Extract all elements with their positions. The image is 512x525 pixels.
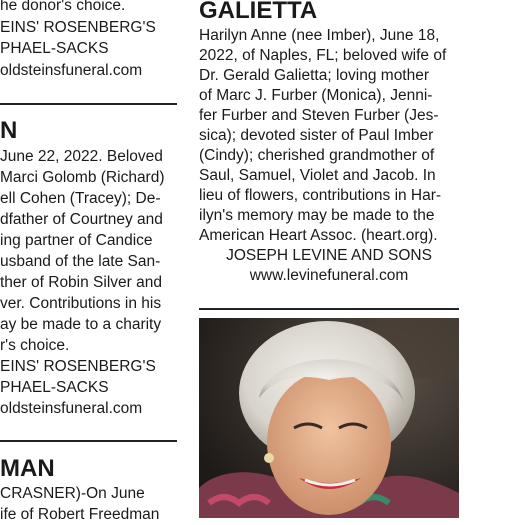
obituary-heading: N [0, 117, 18, 144]
right-body-line: Dr. Gerald Galietta; loving mother [199, 67, 430, 84]
left-body-line: ing partner of Candice [0, 232, 153, 249]
right-body-line: Harilyn Anne (nee Imber), June 18, [199, 27, 440, 44]
left-body-line: ver. Contributions in his [0, 295, 162, 312]
left-text-line: he donor's choice. [0, 0, 126, 14]
left-body-line: EINS' ROSENBERG'S [0, 358, 156, 375]
obituary-heading: GALIETTA [199, 0, 318, 24]
left-body-line: ther of Robin Silver and [0, 274, 162, 291]
right-body-line: (Cindy); cherished grandmother of [199, 147, 435, 164]
right-body-line: sica); devoted sister of Paul Imber [199, 127, 434, 144]
left-body-line: June 22, 2022. Beloved [0, 148, 163, 165]
obituary-heading: MAN [0, 455, 55, 482]
right-body-line: American Heart Assoc. (heart.org). [199, 227, 438, 244]
column-divider-rule [0, 440, 177, 442]
portrait-photo [199, 318, 459, 518]
right-body-line: of Marc J. Furber (Monica), Jenni- [199, 87, 433, 104]
left-body-line: PHAEL-SACKS [0, 379, 109, 396]
column-divider-rule [0, 103, 177, 105]
left-body-line: dfather of Courtney and [0, 211, 163, 228]
funeral-home-name: JOSEPH LEVINE AND SONS [226, 247, 432, 264]
right-body-line: 2022, of Naples, FL; beloved wife of [199, 47, 447, 64]
portrait-image [199, 318, 459, 518]
funeral-home-website: www.levinefuneral.com [249, 267, 409, 284]
right-body-line: lieu of flowers, contributions in Har- [199, 187, 442, 204]
left-body-line: usband of the late San- [0, 253, 161, 270]
column-divider-rule [199, 308, 459, 310]
right-body-line: Saul, Samuel, Violet and Jacob. In [199, 167, 436, 184]
left-body-line: ay be made to a charity [0, 316, 162, 333]
left-body-line: CRASNER)-On June [0, 485, 145, 502]
left-text-line: EINS' ROSENBERG'S [0, 19, 156, 36]
right-body-line: ilyn's memory may be made to the [199, 207, 435, 224]
left-body-line: ife of Robert Freedman [0, 506, 160, 523]
left-body-line: oldsteinsfuneral.com [0, 400, 143, 417]
left-body-line: r's choice. [0, 337, 70, 354]
right-body-line: fer Furber and Steven Furber (Jes- [199, 107, 439, 124]
left-body-line: Marci Golomb (Richard) [0, 169, 165, 186]
left-text-line: oldsteinsfuneral.com [0, 62, 143, 79]
left-text-line: PHAEL-SACKS [0, 40, 109, 57]
left-body-line: ell Cohen (Tracey); De- [0, 190, 161, 207]
